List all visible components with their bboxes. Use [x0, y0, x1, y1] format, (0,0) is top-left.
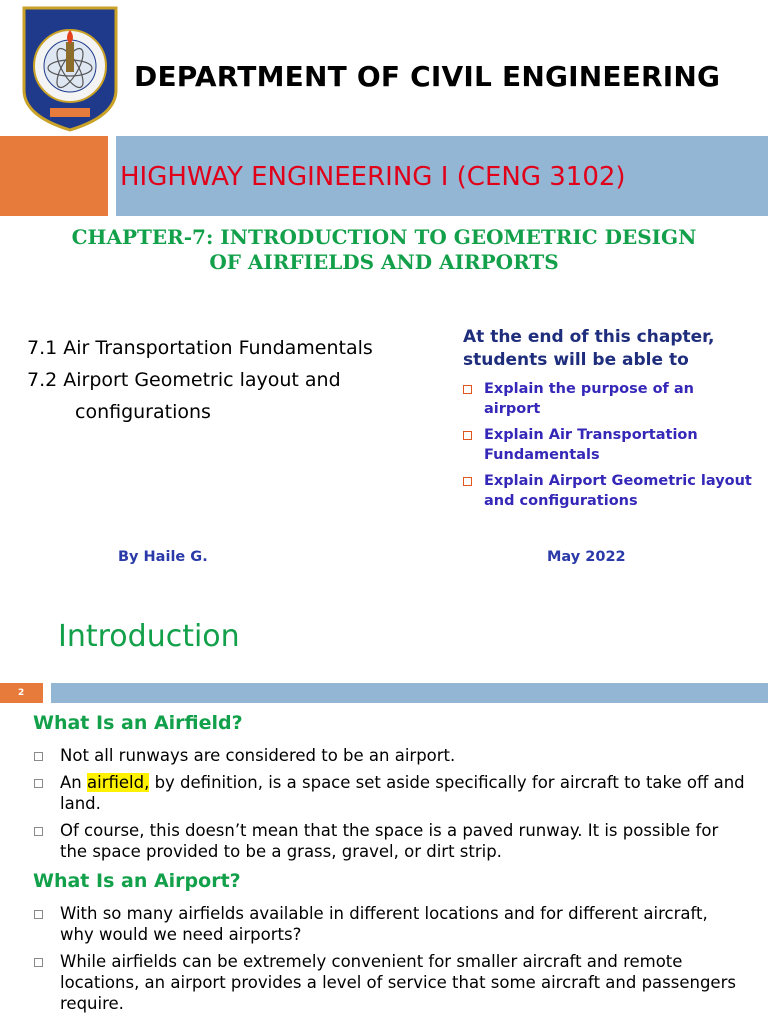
orange-accent-block	[0, 136, 108, 216]
bullet-item: With so many airfields available in different locations and for different aircraft, why would we need airports?	[33, 903, 745, 945]
toc-item: 7.1 Air Transportation Fundamentals	[27, 337, 373, 359]
university-logo	[20, 4, 120, 132]
square-bullet-icon	[34, 827, 43, 836]
bullet-item: Not all runways are considered to be an airport.	[33, 745, 745, 766]
square-bullet-icon	[34, 958, 43, 967]
airport-bullets	[33, 903, 745, 1020]
objectives-list	[463, 379, 753, 517]
square-bullet-icon	[34, 752, 43, 761]
bullet-item: Of course, this doesn’t mean that the space is a paved runway. It is possible for the space provided to be a grass, gravel, or dirt strip.	[33, 820, 745, 862]
course-title: HIGHWAY ENGINEERING I (CENG 3102)	[120, 162, 626, 192]
objectives-heading: At the end of this chapter, students will be able to	[463, 327, 715, 370]
objective-item: Explain Airport Geometric layout and configurations	[463, 471, 753, 511]
square-bullet-icon	[34, 779, 43, 788]
slide-number: 2	[0, 683, 43, 703]
square-bullet-icon	[463, 477, 472, 486]
airfield-bullets	[33, 745, 745, 868]
chapter-title	[0, 225, 768, 275]
author-credit: By Haile G.	[118, 549, 208, 565]
department-title: DEPARTMENT OF CIVIL ENGINEERING	[134, 60, 721, 93]
chapter-title-line2: OF AIRFIELDS AND AIRPORTS	[209, 250, 559, 274]
section-heading-airport: What Is an Airport?	[33, 870, 241, 892]
bullet-item: While airfields can be extremely convenient for smaller aircraft and remote locations, an airport provides a level of service that some aircraft and passengers require.	[33, 951, 745, 1014]
toc-item: 7.2 Airport Geometric layout and	[27, 369, 341, 391]
toc-item-continued: configurations	[75, 401, 211, 423]
square-bullet-icon	[463, 431, 472, 440]
square-bullet-icon	[463, 385, 472, 394]
square-bullet-icon	[34, 910, 43, 919]
objective-item: Explain the purpose of an airport	[463, 379, 753, 419]
objective-item: Explain Air Transportation Fundamentals	[463, 425, 753, 465]
title-divider-bar	[51, 683, 768, 703]
chapter-contents	[27, 332, 373, 428]
section-heading-airfield: What Is an Airfield?	[33, 712, 243, 734]
chapter-title-line1: CHAPTER-7: INTRODUCTION TO GEOMETRIC DESIGN	[71, 225, 697, 249]
bullet-item: An airfield, by definition, is a space set aside specifically for aircraft to take off and land.	[33, 772, 745, 814]
highlighted-term: airfield,	[87, 773, 150, 792]
presentation-date: May 2022	[547, 549, 626, 565]
slide-title: Introduction	[58, 619, 240, 654]
